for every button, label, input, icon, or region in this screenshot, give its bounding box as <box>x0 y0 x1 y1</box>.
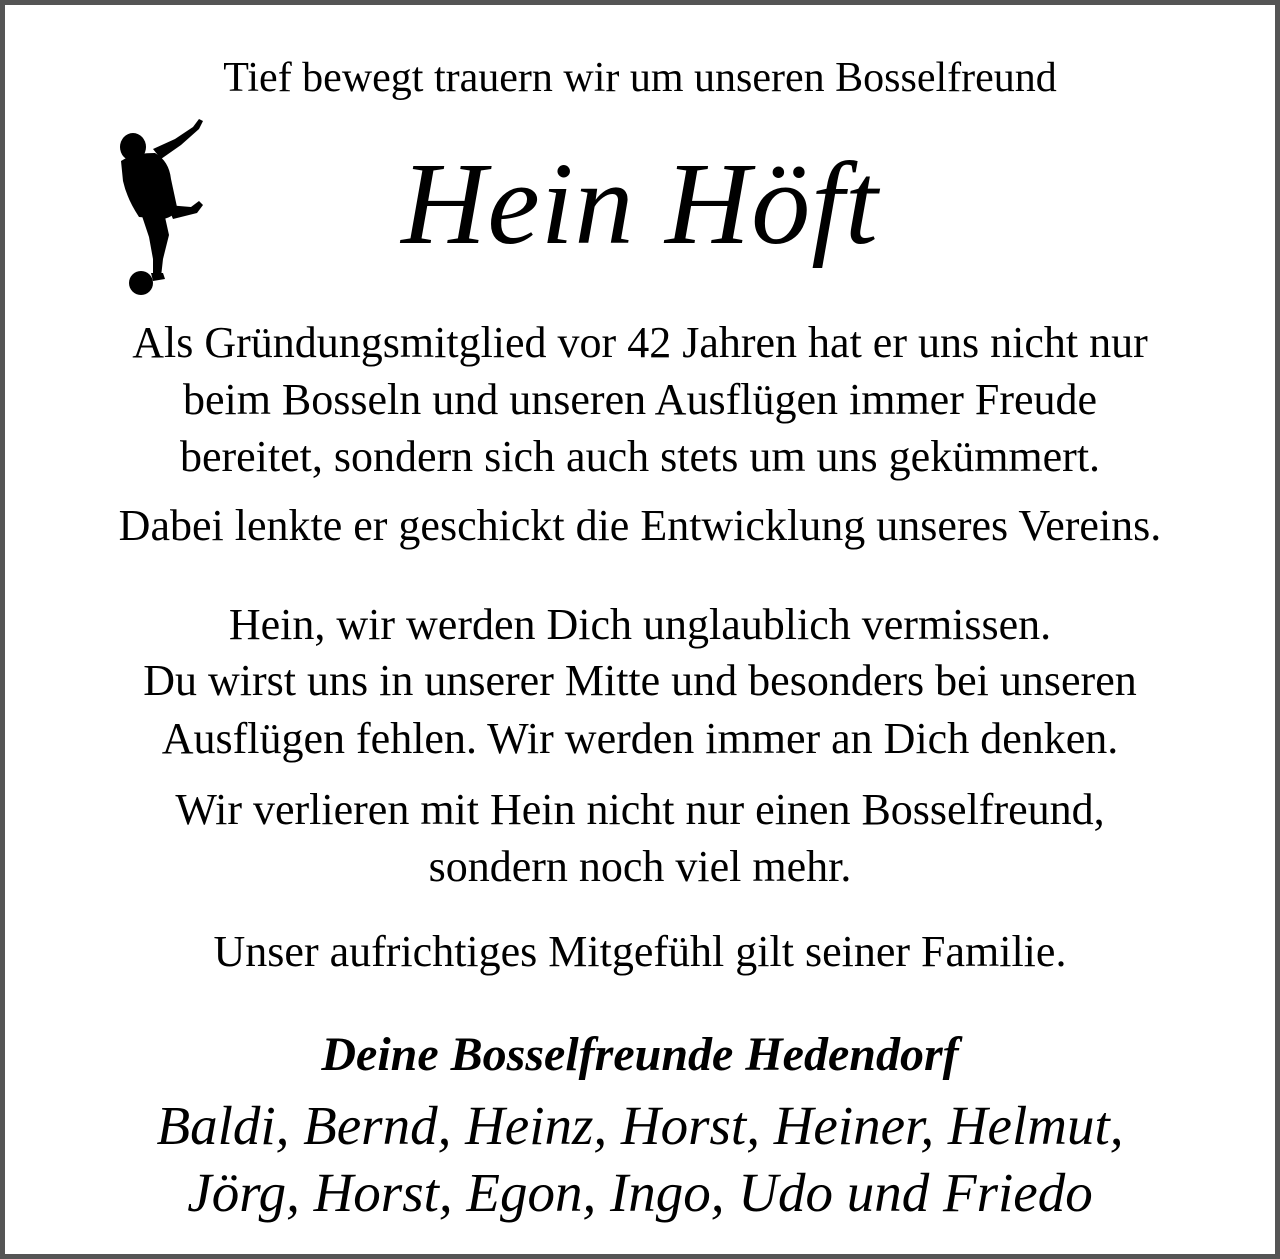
paragraph5: Unser aufrichtiges Mitgefühl gilt seiner Familie. <box>213 927 1067 976</box>
members-line1: Baldi, Bernd, Heinz, Horst, Heiner, Helmut, <box>156 1095 1124 1156</box>
paragraph3-line1: Hein, wir werden Dich unglaublich vermissen. <box>228 600 1052 649</box>
paragraph3-line3: Ausflügen fehlen. Wir werden immer an Dich denken. <box>161 714 1119 763</box>
members-line2: Jörg, Horst, Egon, Ingo, Udo und Friedo <box>187 1162 1093 1223</box>
paragraph3-line2: Du wirst uns in unserer Mitte und besonders bei unseren <box>143 656 1137 705</box>
paragraph1-line3: bereitet, sondern sich auch stets um uns gekümmert. <box>179 432 1101 481</box>
paragraph1-line1: Als Gründungsmitglied vor 42 Jahren hat er uns nicht nur <box>132 318 1148 367</box>
paragraph2: Dabei lenkte er geschickt die Entwicklung unseres Vereins. <box>118 501 1162 550</box>
paragraph4-line1: Wir verlieren mit Hein nicht nur einen Bosselfreund, <box>175 785 1105 834</box>
paragraph1-line2: beim Bosseln und unseren Ausflügen immer Freude <box>182 375 1098 424</box>
intro-line: Tief bewegt trauern wir um unseren Bosselfreund <box>223 55 1057 101</box>
paragraph4-line2: sondern noch viel mehr. <box>428 842 852 891</box>
deceased-name: Hein Höft <box>401 138 879 269</box>
signature: Deine Bosselfreunde Hedendorf <box>321 1028 959 1081</box>
